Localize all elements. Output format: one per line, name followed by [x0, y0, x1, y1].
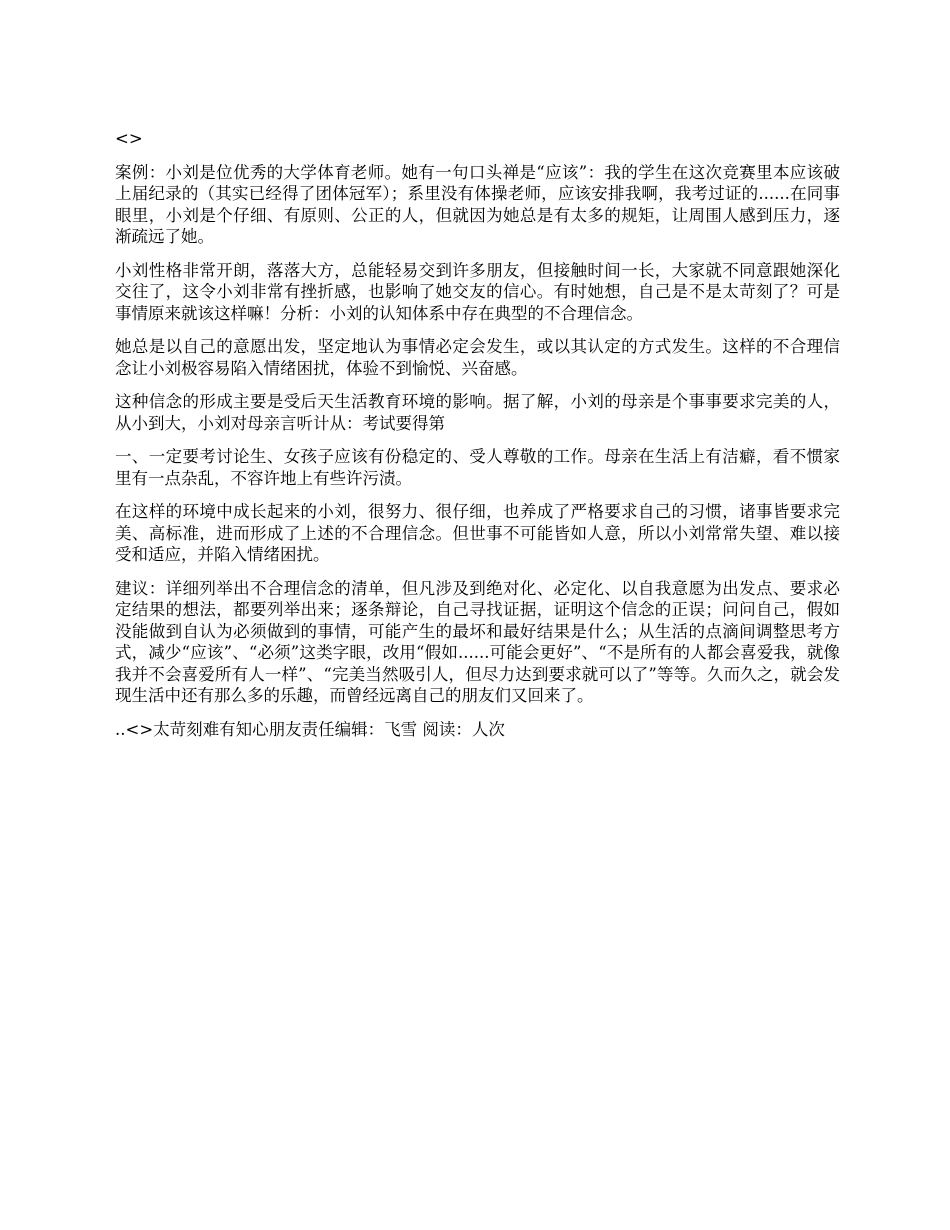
document-page — [115, 128, 840, 752]
paragraph-advice: 建议：详细列举出不合理信念的清单，但凡涉及到绝对化、必定化、以自我意愿为出发点、要求必定结果的想法，都要列举出来；逐条辩论，自己寻找证据，证明这个信念的正误；问问自己，假如没能做到自认为必须做到的事情，可能产生的最坏和最好结果是什么；从生活的点滴间调整思考方式，减少“应该”、“必须”这类字眼，改用“假如......可能会更好”、“不是所有的人都会喜爱我，就像我并不会喜爱所有人一样”、“完美当然吸引人，但尽力达到要求就可以了”等等。久而久之，就会发现生活中还有那么多的乐趣，而曾经远离自己的朋友们又回来了。 — [115, 578, 840, 705]
paragraph-origin: 这种信念的形成主要是受后天生活教育环境的影响。据了解，小刘的母亲是个事事要求完美的人，从小到大，小刘对母亲言听计从：考试要得第 — [115, 392, 840, 433]
paragraph-growth: 在这样的环境中成长起来的小刘，很努力、很仔细，也养成了严格要求自己的习惯，诸事皆要求完美、高标准，进而形成了上述的不合理信念。但世事不可能皆如人意，所以小刘常常失望、难以接受和适应，并陷入情绪困扰。 — [115, 502, 840, 564]
paragraph-personality: 小刘性格非常开朗，落落大方，总能轻易交到许多朋友，但接触时间一长，大家就不同意跟她深化交往了，这令小刘非常有挫折感，也影响了她交友的信心。有时她想，自己是不是太苛刻了？可是事情原来就该这样嘛！分析：小刘的认知体系中存在典型的不合理信念。 — [115, 260, 840, 323]
document-footer: ..<>太苛刻难有知心朋友责任编辑：飞雪 阅读：人次 — [115, 719, 505, 739]
paragraph-mother: 一、一定要考讨论生、女孩子应该有份稳定的、受人尊敬的工作。母亲在生活上有洁癖，看不惯家里有一点杂乱，不容许地上有些许污渍。 — [115, 447, 840, 488]
paragraph-case: 案例：小刘是位优秀的大学体育老师。她有一句口头禅是“应该”：我的学生在这次竞赛里本应该破上届纪录的（其实已经得了团体冠军）；系里没有体操老师，应该安排我啊，我考过证的......在同事眼里，小刘是个仔细、有原则、公正的人，但就因为她总是有太多的规矩，让周围人感到压力，逐渐疏远了她。 — [115, 162, 840, 246]
document-header: <> — [115, 129, 143, 148]
paragraph-belief: 她总是以自己的意愿出发，坚定地认为事情必定会发生，或以其认定的方式发生。这样的不合理信念让小刘极容易陷入情绪困扰，体验不到愉悦、兴奋感。 — [115, 337, 840, 378]
